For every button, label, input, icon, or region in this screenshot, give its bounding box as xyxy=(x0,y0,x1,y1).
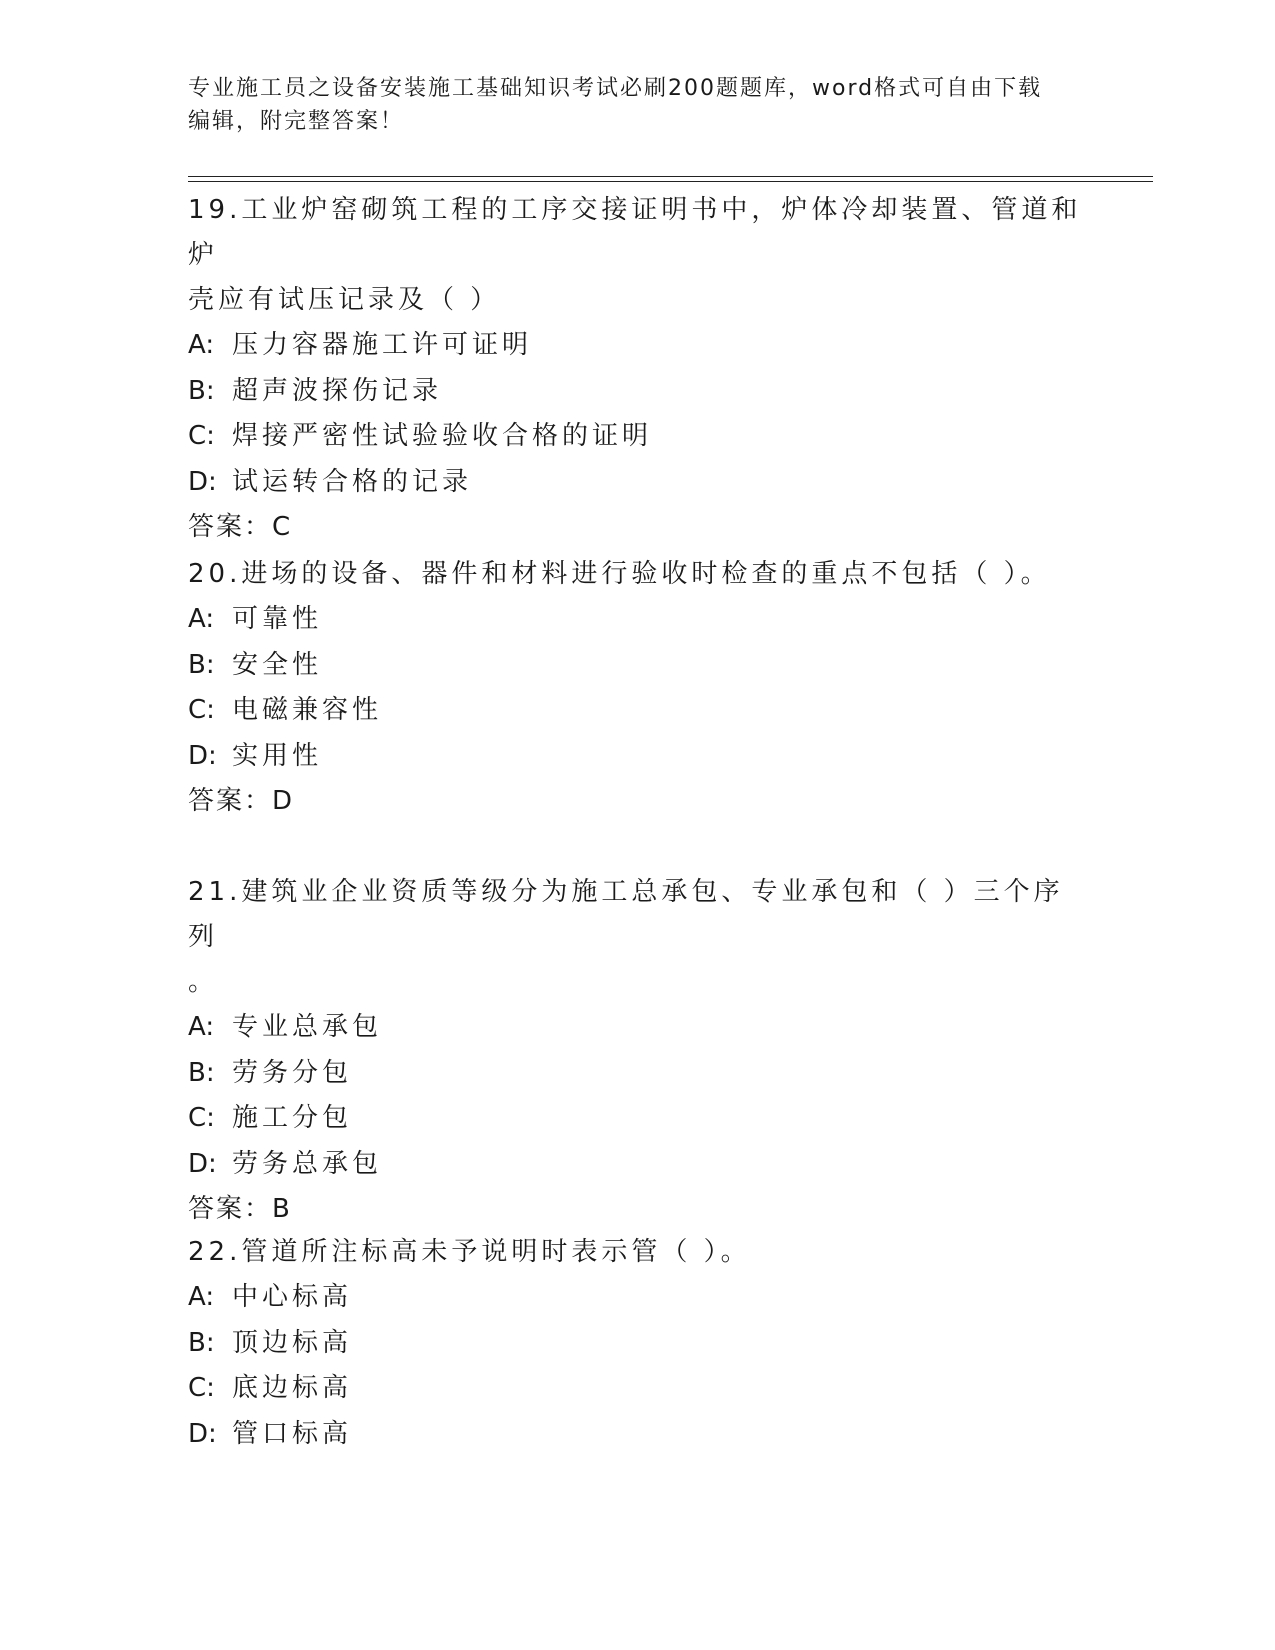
option-text: 底边标高 xyxy=(232,1373,353,1403)
header-line-1: 专业施工员之设备安装施工基础知识考试必刷200题题库，word格式可自由下载 xyxy=(188,76,1043,101)
answer-line: 答案：C xyxy=(188,512,293,542)
option-b xyxy=(188,369,1088,415)
option-b xyxy=(188,643,1088,689)
header-line-2: 编辑，附完整答案！ xyxy=(188,109,405,134)
option-text: 电磁兼容性 xyxy=(232,695,383,725)
option-text: 压力容器施工许可证明 xyxy=(232,330,533,360)
option-d xyxy=(188,734,1088,780)
question-stem-line: 21.建筑业企业资质等级分为施工总承包、专业承包和（ ）三个序列 xyxy=(188,877,1064,952)
question-22 xyxy=(188,1230,1088,1457)
option-text: 顶边标高 xyxy=(232,1327,353,1358)
question-20 xyxy=(188,552,1088,825)
question-stem-line: 。 xyxy=(188,967,219,997)
option-text: 专业总承包 xyxy=(232,1012,383,1042)
question-19 xyxy=(188,188,1088,551)
question-stem-line: 19.工业炉窑砌筑工程的工序交接证明书中，炉体冷却装置、管道和炉 xyxy=(188,195,1082,270)
option-a xyxy=(188,1275,1088,1321)
option-c xyxy=(188,414,1088,460)
option-text: 焊接严密性试验验收合格的证明 xyxy=(232,421,653,451)
option-text: 劳务总承包 xyxy=(232,1148,383,1179)
option-letter: A: xyxy=(188,330,215,360)
option-a xyxy=(188,1005,1088,1051)
question-stem-line: 壳应有试压记录及（ ） xyxy=(188,285,501,315)
option-letter: D: xyxy=(188,740,217,771)
option-letter: A: xyxy=(188,1282,215,1312)
option-letter: A: xyxy=(188,604,215,634)
option-d xyxy=(188,1412,1088,1458)
option-text: 可靠性 xyxy=(232,604,323,634)
option-text: 实用性 xyxy=(232,740,323,771)
option-text: 超声波探伤记录 xyxy=(232,375,443,406)
option-letter: D: xyxy=(188,1418,217,1449)
option-text: 施工分包 xyxy=(232,1103,353,1133)
option-letter: C: xyxy=(188,1373,215,1403)
option-letter: A: xyxy=(188,1012,215,1042)
option-text: 安全性 xyxy=(232,649,323,680)
answer-line: 答案：B xyxy=(188,1194,292,1224)
option-letter: B: xyxy=(188,375,215,406)
option-c xyxy=(188,1366,1088,1412)
option-c xyxy=(188,688,1088,734)
option-letter: C: xyxy=(188,421,215,451)
option-letter: B: xyxy=(188,1327,215,1358)
answer-line: 答案：D xyxy=(188,786,295,816)
header-divider-top xyxy=(188,176,1153,177)
option-d xyxy=(188,460,1088,506)
document-header xyxy=(188,72,1068,138)
option-letter: B: xyxy=(188,1057,215,1088)
option-c xyxy=(188,1096,1088,1142)
option-text: 中心标高 xyxy=(232,1282,353,1312)
option-letter: D: xyxy=(188,466,217,497)
option-text: 管口标高 xyxy=(232,1418,353,1449)
option-letter: C: xyxy=(188,1103,215,1133)
question-stem-line: 22.管道所注标高未予说明时表示管（ ）。 xyxy=(188,1237,751,1267)
option-letter: B: xyxy=(188,649,215,680)
question-stem-line: 20.进场的设备、器件和材料进行验收时检查的重点不包括（ ）。 xyxy=(188,559,1051,589)
option-a xyxy=(188,597,1088,643)
option-b xyxy=(188,1051,1088,1097)
option-b xyxy=(188,1321,1088,1367)
header-divider-bottom xyxy=(188,181,1153,182)
option-text: 试运转合格的记录 xyxy=(232,466,473,497)
option-letter: D: xyxy=(188,1148,217,1179)
option-a xyxy=(188,323,1088,369)
option-text: 劳务分包 xyxy=(232,1057,353,1088)
option-letter: C: xyxy=(188,695,215,725)
option-d xyxy=(188,1142,1088,1188)
question-21 xyxy=(188,870,1088,1233)
